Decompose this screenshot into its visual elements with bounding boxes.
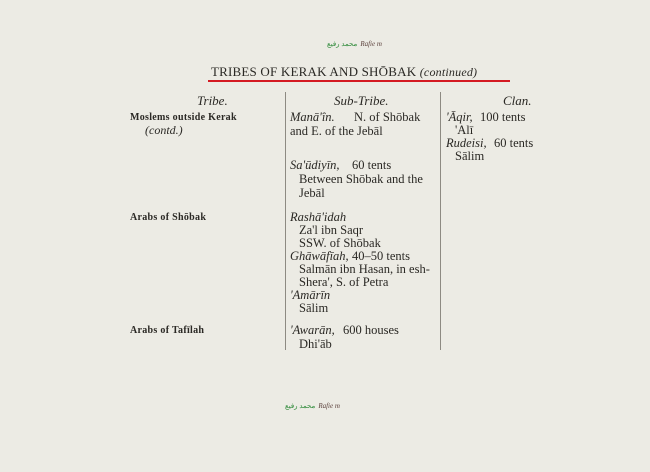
watermark-arabic: محمد رفيع	[285, 402, 316, 410]
sub-tribe-name: Manā'în.	[290, 110, 335, 124]
sub-tribe-name: Rashā'idah	[290, 210, 347, 224]
sub-tribe-name: 'Awarān,	[290, 323, 335, 337]
sub-tribe-line: Jebāl	[299, 186, 325, 200]
watermark-bottom	[285, 402, 340, 410]
tribe-arabs-of-tafilah: Arabs of Tafīlah	[130, 325, 205, 336]
column-header-clan: Clan.	[503, 93, 532, 108]
column-header-sub-tribe: Sub-Tribe.	[334, 93, 389, 108]
sub-tribe-name: Sa'ūdiyīn,	[290, 158, 340, 172]
sub-tribe-name: Ghāwāfīah,	[290, 249, 349, 263]
sub-tribe-size: 600 houses	[343, 323, 399, 337]
sub-tribe-line: Za'l ibn Saqr	[299, 223, 364, 237]
clan-name: Rudeisi,	[446, 136, 487, 150]
sub-tribe-line: Shera', S. of Petra	[299, 275, 389, 289]
sub-tribe-size: 40–50 tents	[352, 249, 410, 263]
clan-name: 'Āqir,	[446, 110, 473, 124]
column-divider-right	[440, 92, 441, 350]
page-title	[211, 64, 477, 80]
sub-tribe-line: Salmān ibn Hasan, in esh-	[299, 262, 430, 276]
column-divider-left	[285, 92, 286, 350]
sub-tribe-line: N. of Shōbak	[354, 110, 421, 124]
watermark-top	[327, 40, 382, 48]
clan-line: Sālim	[455, 149, 485, 163]
clan-size: 100 tents	[480, 110, 526, 124]
sub-tribe-line: Between Shōbak and the	[299, 172, 423, 186]
title-continued: (continued)	[419, 65, 478, 79]
sub-tribe-size: 60 tents	[352, 158, 392, 172]
sub-tribe-line: Sālim	[299, 301, 329, 315]
sub-tribe-line: SSW. of Shōbak	[299, 236, 381, 250]
sub-tribe-line: and E. of the Jebāl	[290, 124, 383, 138]
sub-tribe-line: Dhi'āb	[299, 337, 332, 351]
watermark-arabic: محمد رفيع	[327, 40, 358, 48]
clan-line: 'Alī	[455, 123, 474, 137]
sub-tribe-name: 'Amārīn	[290, 288, 331, 302]
tribe-moslems-outside-kerak: Moslems outside Kerak	[130, 112, 237, 123]
title-main: TRIBES OF KERAK AND SHŌBAK	[211, 64, 417, 79]
clan-size: 60 tents	[494, 136, 534, 150]
tribe-arabs-of-shobak: Arabs of Shōbak	[130, 212, 207, 223]
watermark-latin: Rafie m	[318, 402, 340, 410]
watermark-latin: Rafie m	[360, 40, 382, 48]
tribe-note-contd: (contd.)	[145, 123, 183, 137]
title-underline	[208, 80, 510, 82]
column-header-tribe: Tribe.	[197, 93, 228, 108]
